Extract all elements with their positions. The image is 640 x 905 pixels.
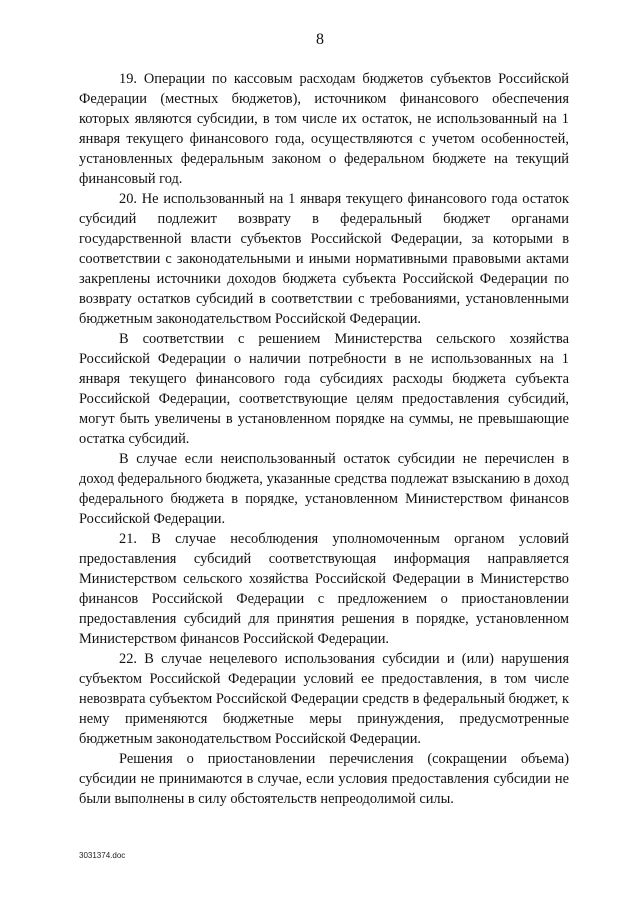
paragraph-20: 20. Не использованный на 1 января текущего финансового года остаток субсидий подлежит возврату в федеральный бюджет органами государственной власти субъектов Российской Федерации, за которыми в соответствии с законодательными и иными нормативными правовыми актами закреплены источники доходов бюджета субъекта Российской Федерации по возврату остатков субсидий в соответствии с требованиями, установленными бюджетным законодательством Российской Федерации. <box>79 191 569 327</box>
paragraph-20-recovery: В случае если неиспользованный остаток субсидии не перечислен в доход федерального бюджета, указанные средства подлежат взысканию в доход федерального бюджета в порядке, установленном Министерством финансов Российской Федерации. <box>79 451 569 527</box>
document-body <box>79 69 569 809</box>
paragraph-20-agriculture-decision: В соответствии с решением Министерства сельского хозяйства Российской Федерации о наличии потребности в не использованных на 1 января текущего финансового года субсидиях расходы бюджета субъекта Российской Федерации, соответствующие целям предоставления субсидий, могут быть увеличены в установленном порядке на суммы, не превышающие остатка субсидий. <box>79 331 569 447</box>
footer-filename: 3031374.doc <box>79 851 126 860</box>
paragraph-19: 19. Операции по кассовым расходам бюджетов субъектов Российской Федерации (местных бюджетов), источником финансового обеспечения которых являются субсидии, в том числе их остаток, не использованный на 1 января текущего финансового года, осуществляются с учетом особенностей, установленных федеральным законом о федеральном бюджете на текущий финансовый год. <box>79 71 569 187</box>
paragraph-22: 22. В случае нецелевого использования субсидии и (или) нарушения субъектом Российской Федерации условий ее предоставления, в том числе невозврата субъектом Российской Федерации средств в федеральный бюджет, к нему применяются бюджетные меры принуждения, предусмотренные бюджетным законодательством Российской Федерации. <box>79 651 569 747</box>
paragraph-21: 21. В случае несоблюдения уполномоченным органом условий предоставления субсидий соответствующая информация направляется Министерством сельского хозяйства Российской Федерации в Министерство финансов Российской Федерации с предложением о приостановлении предоставления субсидий для принятия решения в порядке, установленном Министерством финансов Российской Федерации. <box>79 531 569 647</box>
paragraph-22-force-majeure: Решения о приостановлении перечисления (сокращении объема) субсидии не принимаются в случае, если условия предоставления субсидии не были выполнены в силу обстоятельств непреодолимой силы. <box>79 751 569 807</box>
page-number: 8 <box>316 31 324 48</box>
